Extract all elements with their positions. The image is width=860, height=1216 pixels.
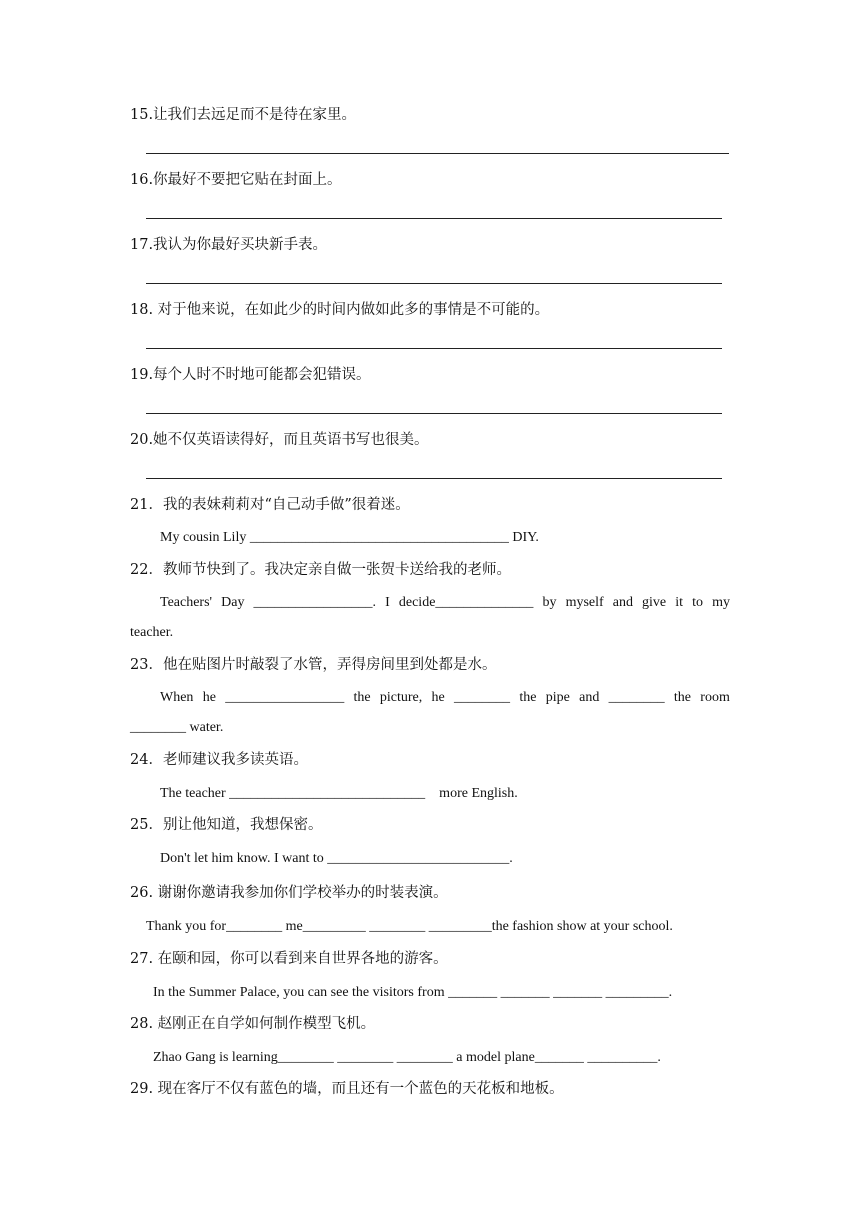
- question-23-english-line2: ________ water.: [130, 720, 224, 735]
- question-17-prompt: 17.我认为你最好买块新手表。: [130, 237, 328, 253]
- question-27-english: In the Summer Palace, you can see the visitors from _______ _______ _______ _________.: [153, 985, 673, 1000]
- question-16-prompt: 16.你最好不要把它贴在封面上。: [130, 172, 342, 188]
- question-23-english-line1: When he _________________ the picture, he ________ the pipe and ________ the room: [160, 690, 730, 705]
- question-27-prompt: 27. 在颐和园，你可以看到来自世界各地的游客。: [130, 951, 448, 967]
- question-22-english-line2: teacher.: [130, 625, 174, 640]
- question-25-english: Don't let him know. I want to __________________________.: [160, 851, 513, 866]
- question-22-prompt: 22．教师节快到了。我决定亲自做一张贺卡送给我的老师。: [130, 562, 511, 578]
- answer-line-20[interactable]: [146, 478, 722, 479]
- answer-line-17[interactable]: [146, 283, 722, 284]
- question-21-english: My cousin Lily _____________________________________ DIY.: [160, 530, 539, 545]
- question-28-prompt: 28. 赵刚正在自学如何制作模型飞机。: [130, 1016, 376, 1032]
- question-25-prompt: 25．别让他知道，我想保密。: [130, 817, 323, 833]
- question-20-prompt: 20.她不仅英语读得好，而且英语书写也很美。: [130, 432, 429, 448]
- question-18-prompt: 18. 对于他来说，在如此少的时间内做如此多的事情是不可能的。: [130, 302, 550, 318]
- question-23-prompt: 23．他在贴图片时敲裂了水管，弄得房间里到处都是水。: [130, 657, 497, 673]
- question-19-prompt: 19.每个人时不时地可能都会犯错误。: [130, 367, 371, 383]
- question-24-prompt: 24．老师建议我多读英语。: [130, 752, 308, 768]
- question-15-prompt: 15.让我们去远足而不是待在家里。: [130, 107, 357, 123]
- answer-line-16[interactable]: [146, 218, 722, 219]
- answer-line-18[interactable]: [146, 348, 722, 349]
- answer-line-19[interactable]: [146, 413, 722, 414]
- question-26-english: Thank you for________ me_________ ________ _________the fashion show at your school.: [146, 919, 673, 934]
- answer-line-15[interactable]: [146, 153, 729, 154]
- question-21-prompt: 21．我的表妹莉莉对“自己动手做”很着迷。: [130, 497, 410, 513]
- question-22-english-line1: Teachers' Day _________________. I decide______________ by myself and give it to my: [160, 595, 730, 610]
- question-26-prompt: 26. 谢谢你邀请我参加你们学校举办的时装表演。: [130, 885, 448, 901]
- question-24-english: The teacher ____________________________ more English.: [160, 786, 518, 801]
- question-28-english: Zhao Gang is learning________ ________ ________ a model plane_______ __________.: [153, 1050, 661, 1065]
- question-29-prompt: 29. 现在客厅不仅有蓝色的墙，而且还有一个蓝色的天花板和地板。: [130, 1081, 564, 1097]
